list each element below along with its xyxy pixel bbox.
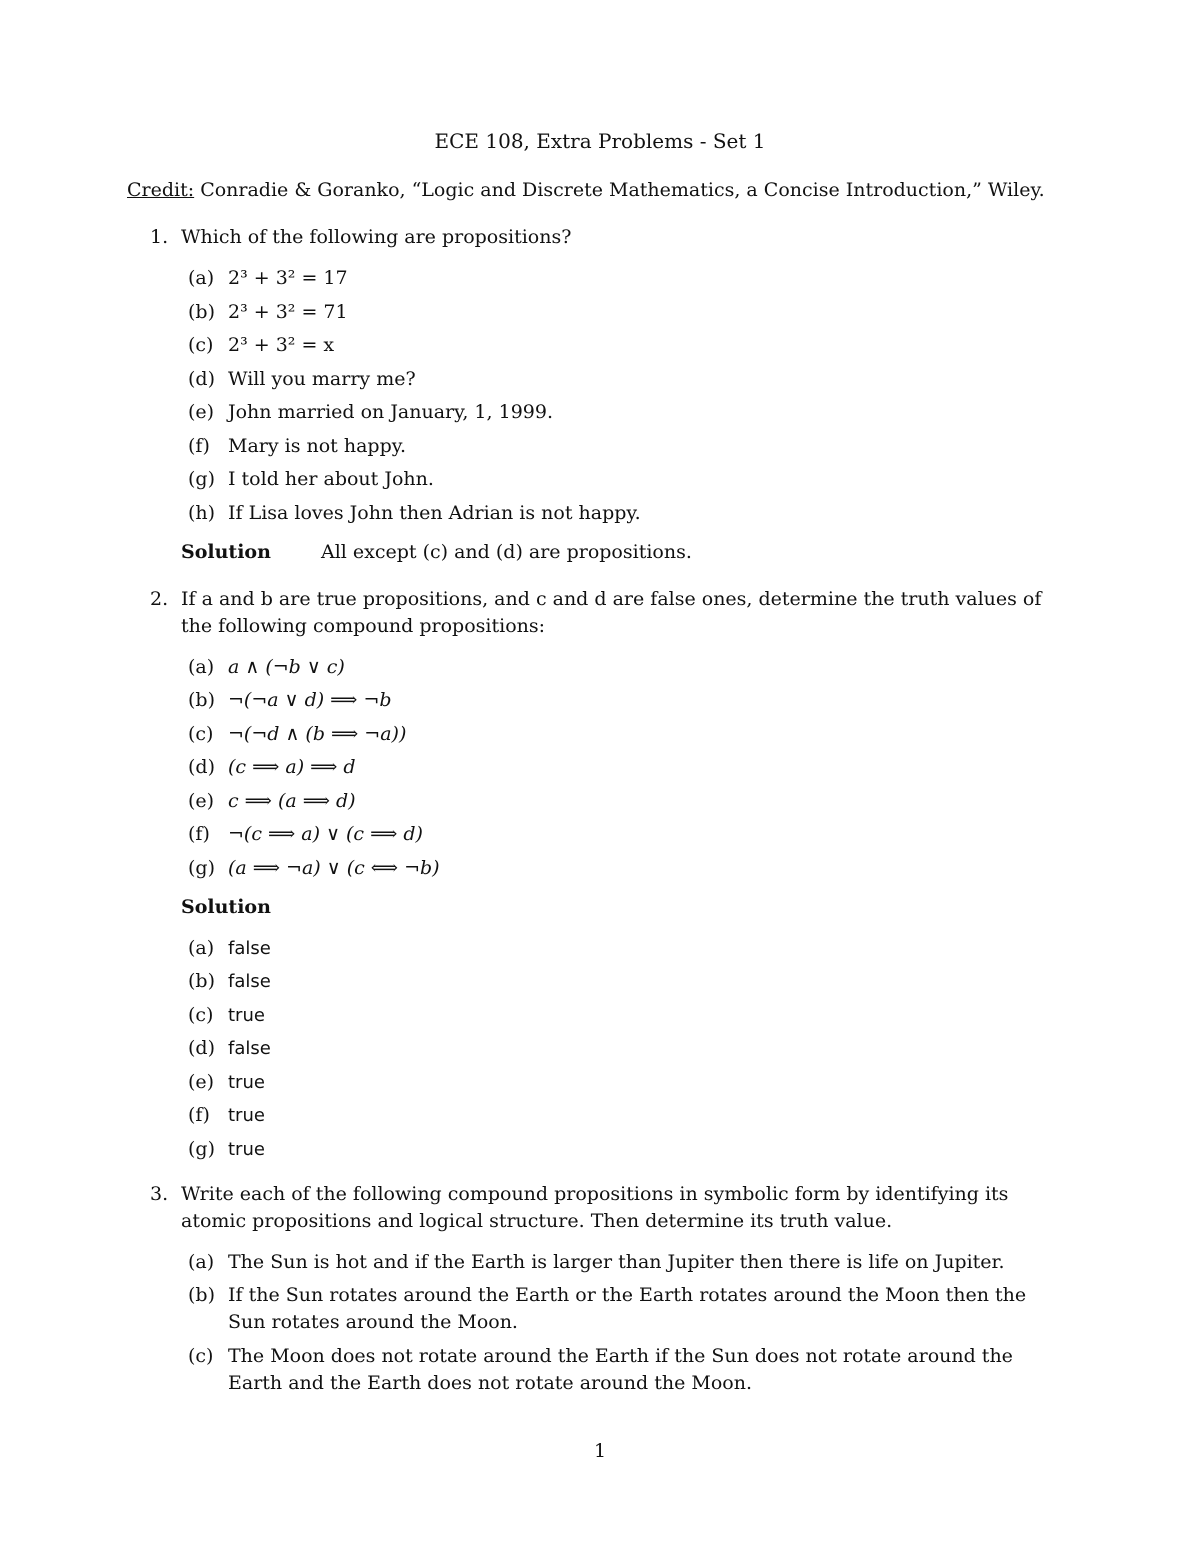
item-label: (c)	[188, 1344, 214, 1367]
item-label: (d)	[188, 756, 215, 778]
answer-text: true	[228, 1004, 265, 1026]
list-item	[181, 1035, 1050, 1062]
item-label: (e)	[188, 1070, 215, 1093]
answer-text: true	[228, 1105, 265, 1126]
item-label: (e)	[188, 789, 215, 812]
list-item	[181, 821, 1050, 848]
item-text: ¬(c ⟹ a) ∨ (c ⟹ d)	[228, 823, 423, 845]
problem-number: 2.	[150, 587, 169, 610]
list-item	[181, 1002, 1050, 1029]
credit-label: Credit:	[127, 179, 195, 201]
item-text: 2³ + 3² = x	[228, 334, 335, 356]
list-item	[181, 1249, 1050, 1276]
item-label: (b)	[188, 1284, 215, 1306]
problem-text: Write each of the following compound propositions in symbolic form by identifying its atomic propositions and logical structure. Then determine its truth value.	[181, 1182, 1009, 1232]
item-label: (a)	[188, 655, 215, 678]
answer-text: false	[228, 971, 271, 992]
list-item	[181, 1136, 1050, 1163]
item-text: a ∧ (¬b ∨ c)	[228, 655, 345, 678]
problem-2	[150, 586, 1050, 1163]
problem-number: 3.	[150, 1182, 169, 1205]
item-label: (b)	[188, 689, 215, 711]
list-item	[181, 1343, 1050, 1397]
item-label: (a)	[188, 1250, 215, 1273]
solution-heading: Solution	[181, 540, 271, 563]
problem-1-items	[181, 265, 1050, 527]
problem-text: If a and b are true propositions, and c and d are false ones, determine the truth values of the following compound propositions:	[181, 587, 1042, 637]
item-label: (b)	[188, 300, 215, 323]
item-text: ¬(¬d ∧ (b ⟹ ¬a))	[228, 722, 407, 745]
item-label: (c)	[188, 334, 214, 356]
list-item	[181, 687, 1050, 714]
credit-line	[127, 177, 1087, 204]
item-text: If Lisa loves John then Adrian is not happy.	[228, 501, 641, 524]
item-text: If the Sun rotates around the Earth or the Earth rotates around the Moon then the Sun rotates around the Moon.	[228, 1284, 1027, 1333]
item-text: 2³ + 3² = 71	[228, 300, 348, 323]
solution-2-answers	[181, 935, 1050, 1163]
problems-list	[150, 224, 1050, 1403]
list-item	[181, 654, 1050, 681]
answer-text: true	[228, 1071, 265, 1093]
document-title: ECE 108, Extra Problems - Set 1	[434, 129, 766, 153]
credit-text: Conradie & Goranko, “Logic and Discrete Mathematics, a Concise Introduction,” Wiley.	[200, 179, 1045, 201]
item-label: (b)	[188, 970, 215, 992]
answer-text: true	[228, 1138, 265, 1160]
list-item	[181, 299, 1050, 326]
problem-2-items	[181, 654, 1050, 882]
item-label: (c)	[188, 1003, 214, 1026]
list-item	[181, 399, 1050, 426]
problem-number: 1.	[150, 226, 169, 248]
item-text: c ⟹ (a ⟹ d)	[228, 789, 356, 812]
solution-1	[181, 539, 1050, 566]
list-item	[181, 788, 1050, 815]
answer-text: false	[228, 1038, 271, 1059]
list-item	[181, 855, 1050, 882]
solution-text: All except (c) and (d) are propositions.	[321, 540, 692, 563]
item-label: (f)	[188, 823, 210, 845]
list-item	[181, 433, 1050, 460]
list-item	[181, 1102, 1050, 1129]
item-text: (c ⟹ a) ⟹ d	[228, 756, 356, 778]
item-label: (f)	[188, 1104, 210, 1126]
item-label: (a)	[188, 936, 215, 959]
list-item	[181, 366, 1050, 393]
list-item	[181, 332, 1050, 359]
item-text: ¬(¬a ∨ d) ⟹ ¬b	[228, 689, 392, 711]
item-label: (g)	[188, 468, 215, 490]
item-label: (a)	[188, 267, 215, 289]
solution-heading: Solution	[181, 895, 271, 918]
item-label: (g)	[188, 856, 215, 879]
item-text: The Moon does not rotate around the Earth if the Sun does not rotate around the Earth and the Earth does not rotate around the Moon.	[228, 1344, 1013, 1394]
item-label: (d)	[188, 367, 215, 390]
item-text: (a ⟹ ¬a) ∨ (c ⟺ ¬b)	[228, 856, 440, 879]
item-text: The Sun is hot and if the Earth is larger than Jupiter then there is life on Jupiter.	[228, 1250, 1005, 1273]
problem-3-items	[181, 1249, 1050, 1397]
problem-text: Which of the following are propositions?	[181, 226, 572, 248]
item-label: (f)	[188, 434, 210, 457]
problem-3	[150, 1181, 1050, 1397]
solution-2	[181, 894, 1050, 921]
item-text: Will you marry me?	[228, 367, 416, 390]
list-item	[181, 754, 1050, 781]
item-label: (h)	[188, 501, 216, 524]
list-item	[181, 1282, 1050, 1336]
page-number: 1	[593, 1440, 607, 1462]
list-item	[181, 1069, 1050, 1096]
item-label: (e)	[188, 401, 215, 423]
list-item	[181, 968, 1050, 995]
problem-1	[150, 224, 1050, 566]
list-item	[181, 721, 1050, 748]
item-label: (g)	[188, 1137, 215, 1160]
list-item	[181, 265, 1050, 292]
list-item	[181, 466, 1050, 493]
item-text: I told her about John.	[228, 468, 434, 490]
item-text: 2³ + 3² = 17	[228, 267, 348, 289]
item-label: (d)	[188, 1037, 215, 1059]
list-item	[181, 500, 1050, 527]
answer-text: false	[228, 937, 271, 959]
item-text: John married on January, 1, 1999.	[228, 401, 553, 423]
item-text: Mary is not happy.	[228, 434, 406, 457]
item-label: (c)	[188, 722, 214, 745]
list-item	[181, 935, 1050, 962]
